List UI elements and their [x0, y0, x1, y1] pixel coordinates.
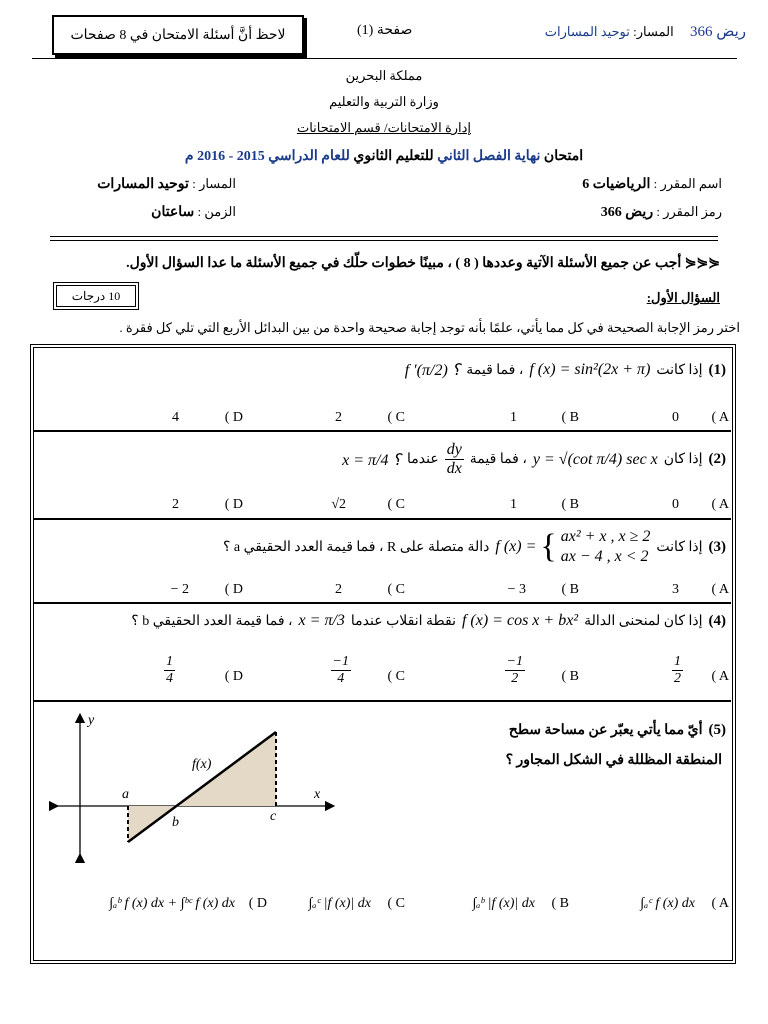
- header-meta: [545, 22, 746, 41]
- option-d-label[interactable]: ( D: [224, 497, 243, 512]
- option-d-label[interactable]: ( D: [248, 896, 267, 911]
- fraction-numerator: 1: [674, 654, 681, 669]
- derivative-fraction: [445, 442, 464, 477]
- questions-frame-inner: [33, 347, 733, 961]
- option-d-value: − 2: [170, 582, 189, 597]
- option-d-value: 4: [172, 410, 179, 425]
- option-c-value: [331, 655, 351, 686]
- question-text: إذا كان: [663, 452, 703, 467]
- y-axis-label: y: [88, 713, 95, 728]
- options-row: [33, 655, 731, 699]
- option-d-value: 2: [172, 497, 179, 512]
- question-text: ، فما قيمة: [469, 452, 527, 467]
- page-number: صفحة (1): [357, 23, 413, 38]
- question-3: [223, 528, 726, 566]
- question-condition: x = π/3: [298, 612, 345, 629]
- time-label: الزمن :: [197, 204, 236, 219]
- question-text: ، فما قيمة العدد الحقيقي b ؟: [131, 613, 293, 629]
- question-divider: [33, 602, 731, 604]
- question-2: [342, 442, 726, 477]
- header-course-code: ريض 366: [689, 24, 746, 40]
- fraction-numerator: −1: [506, 654, 523, 669]
- header-track-value: توحيد المسارات: [544, 24, 630, 39]
- course-name-label: اسم المقرر :: [653, 176, 722, 191]
- course-code-value: ريض 366: [600, 205, 654, 220]
- track-value: توحيد المسارات: [97, 177, 189, 192]
- fraction-numerator: 1: [166, 654, 173, 669]
- question-condition: x = π/4 ؟: [342, 451, 401, 469]
- option-a-value: 3: [672, 582, 679, 597]
- question-text: ، فما قيمة: [466, 362, 524, 378]
- options-row: [33, 497, 731, 517]
- options-row: [33, 582, 731, 602]
- question-divider: [33, 518, 731, 520]
- question-number: (2): [708, 451, 726, 467]
- exam-title-part2: نهاية الفصل الثاني: [437, 149, 541, 164]
- option-c-label[interactable]: ( C: [387, 497, 405, 512]
- option-b-label[interactable]: ( B: [561, 582, 579, 597]
- option-d-label[interactable]: ( D: [224, 410, 243, 425]
- option-b-value: − 3: [507, 582, 526, 597]
- header-divider: [32, 58, 737, 59]
- option-c-label[interactable]: ( C: [387, 582, 405, 597]
- option-d-value: [164, 655, 175, 686]
- main-instruction: ⋞⋞⋞ أجب عن جميع الأسئلة الآتية وعددها ( 8 ) ، مبينًا خطوات حلّك في جميع الأسئلة ما عدا السؤال الأول.: [126, 256, 720, 271]
- brace-icon: {: [540, 528, 557, 565]
- option-b-label[interactable]: ( B: [551, 896, 569, 911]
- point-a-label: a: [122, 787, 129, 802]
- question-text: إذا كانت: [656, 539, 703, 555]
- exam-title: [0, 148, 768, 165]
- question-number: (5): [708, 722, 726, 738]
- question-expression: y = √(cot π/4) sec x: [532, 450, 658, 468]
- options-row: [33, 896, 731, 920]
- ministry-name: وزارة التربية والتعليم: [329, 94, 439, 109]
- question-divider: [33, 430, 731, 432]
- question-text: أيّ مما يأتي يعبّر عن مساحة سطح: [508, 723, 703, 738]
- question-target: f ′(π/2) ؟: [404, 362, 461, 379]
- time-value: ساعتان: [151, 205, 195, 220]
- function-label: f(x): [192, 757, 212, 772]
- option-a-value: 0: [672, 497, 679, 512]
- question-divider: [33, 700, 731, 702]
- option-c-value: √2: [331, 497, 346, 512]
- question-4: [131, 612, 726, 630]
- course-name: [582, 176, 722, 193]
- question-1: [405, 360, 726, 380]
- options-row: [33, 410, 731, 430]
- option-b-value: 1: [510, 497, 517, 512]
- piecewise-case-bottom: ax − 4 , x < 2: [560, 548, 649, 565]
- choose-instruction: اختر رمز الإجابة الصحيحة في كل مما يأتي، علمًا بأنه توجد إجابة صحيحة واحدة من بين البدائل الأربع التي تلي كل فقرة .: [119, 320, 740, 335]
- option-a-label[interactable]: ( A: [711, 669, 729, 684]
- question-5: [509, 722, 726, 739]
- question-text: المنطقة المظللة في الشكل المجاور ؟: [505, 753, 722, 768]
- header-track-label: المسار:: [633, 24, 674, 39]
- option-a-value: [672, 655, 683, 686]
- question-text: عندما: [406, 452, 439, 467]
- option-c-value: ∫ₐᶜ |f (x)| dx: [308, 896, 371, 911]
- piecewise-function: [495, 528, 650, 566]
- track-label: المسار :: [192, 176, 236, 191]
- option-a-label[interactable]: ( A: [711, 497, 729, 512]
- question-number: (3): [708, 538, 726, 555]
- question-number: (1): [708, 361, 726, 378]
- question-one-label: السؤال الأول:: [646, 290, 720, 305]
- question-text: إذا كان لمنحنى الدالة: [584, 613, 703, 629]
- question-text: نقطة انقلاب عندما: [350, 613, 456, 629]
- point-c-label: c: [270, 809, 277, 824]
- option-d-value: ∫ₐᵇ f (x) dx + ∫ᵇᶜ f (x) dx: [109, 896, 235, 911]
- exam-title-part1: امتحان: [543, 149, 584, 164]
- double-divider: [50, 236, 718, 241]
- option-b-label[interactable]: ( B: [561, 497, 579, 512]
- option-d-label[interactable]: ( D: [224, 582, 243, 597]
- question-expression: f (x) = sin²(2x + π): [529, 361, 651, 378]
- option-b-value: ∫ₐᵇ |f (x)| dx: [472, 896, 535, 911]
- track: [97, 176, 236, 193]
- department-name: إدارة الامتحانات/ قسم الامتحانات: [296, 120, 472, 135]
- marks-box: 10 درجات: [56, 285, 136, 307]
- option-b-label[interactable]: ( B: [561, 669, 579, 684]
- fraction-denominator: dx: [446, 460, 462, 477]
- fraction-denominator: 4: [166, 671, 173, 686]
- course-code-label: رمز المقرر :: [656, 204, 722, 219]
- piecewise-case-top: ax² + x , x ≥ 2: [560, 528, 651, 545]
- option-b-value: [505, 655, 525, 686]
- option-a-value: 0: [672, 410, 679, 425]
- question-text: دالة متصلة على R ، فما قيمة العدد الحقيقي a ؟: [222, 539, 490, 555]
- x-axis-label: x: [314, 787, 321, 802]
- pages-note-box: لاحظ أنَّ أسئلة الامتحان في 8 صفحات: [52, 15, 304, 55]
- point-b-label: b: [172, 815, 179, 830]
- exam-title-part4: للعام الدراسي 2015 - 2016 م: [184, 149, 350, 164]
- option-c-label[interactable]: ( C: [387, 410, 405, 425]
- option-a-label[interactable]: ( A: [711, 410, 729, 425]
- fraction-denominator: 2: [511, 671, 519, 686]
- exam-title-part3: للتعليم الثانوي: [353, 149, 434, 164]
- question-expression: f (x) = cos x + bx²: [461, 612, 579, 629]
- kingdom-name: مملكة البحرين: [345, 68, 423, 83]
- fraction-denominator: 2: [674, 671, 681, 686]
- piecewise-cases: [561, 528, 651, 566]
- question-text: إذا كانت: [656, 362, 703, 378]
- course-code: [601, 204, 722, 221]
- option-c-value: 2: [335, 410, 342, 425]
- option-a-label[interactable]: ( A: [711, 896, 729, 911]
- option-c-value: 2: [335, 582, 342, 597]
- option-a-label[interactable]: ( A: [711, 582, 729, 597]
- option-a-value: ∫ₐᶜ f (x) dx: [640, 896, 695, 911]
- option-c-label[interactable]: ( C: [387, 896, 405, 911]
- fraction-denominator: 4: [337, 671, 345, 686]
- option-b-value: 1: [510, 410, 517, 425]
- area-graph: [46, 706, 346, 866]
- course-name-value: الرياضيات 6: [582, 177, 651, 192]
- piecewise-lhs: f (x) =: [495, 538, 537, 555]
- option-b-label[interactable]: ( B: [561, 410, 579, 425]
- question-number: (4): [708, 612, 726, 629]
- exam-time: [151, 204, 236, 221]
- option-c-label[interactable]: ( C: [387, 669, 405, 684]
- fraction-numerator: dy: [446, 441, 462, 458]
- fraction-numerator: −1: [332, 654, 349, 669]
- option-d-label[interactable]: ( D: [224, 669, 243, 684]
